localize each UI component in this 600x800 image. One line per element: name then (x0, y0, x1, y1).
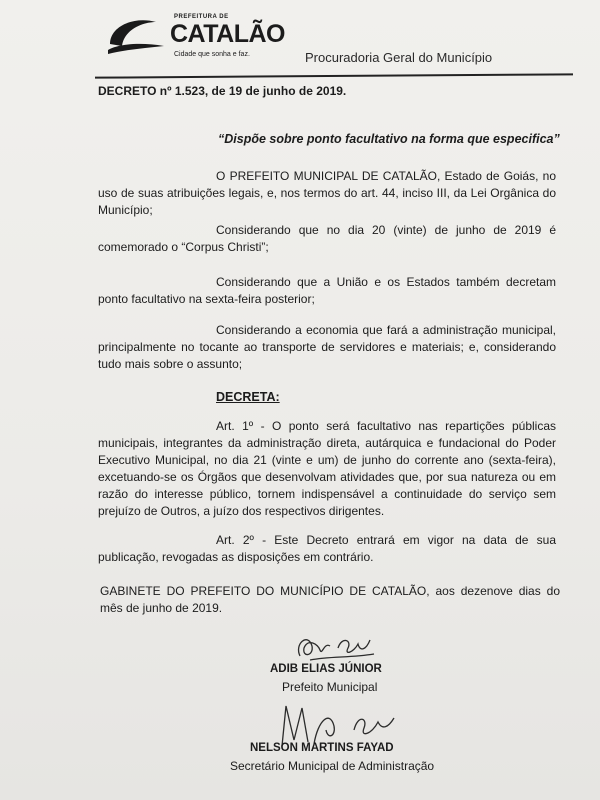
decreta-heading: DECRETA: (216, 390, 280, 404)
agency-name: Procuradoria Geral do Município (305, 50, 493, 65)
preamble-paragraph: O PREFEITO MUNICIPAL DE CATALÃO, Estado de Goiás, no uso de suas atribuições legais, e, nos termos do art. 44, inciso III, da Lei Orgânica do Município; (98, 169, 556, 217)
consider-paragraph-1: Considerando que no dia 20 (vinte) de junho de 2019 é comemorado o “Corpus Christi”; (98, 223, 556, 254)
mayor-role: Prefeito Municipal (282, 680, 378, 694)
article-1: Art. 1º - O ponto será facultativo nas repartições públicas municipais, integrantes da administração direta, autárquica e fundacional do Poder Executivo Municipal, no dia 21 (vinte e um) de junho do corrente ano (sexta-feira), excetuando-se os Órgãos que desenvolvam atividades que, por sua natureza ou em razão do interesse público, tornem indispensável a continuidade do serviço sem prejuízo de Outros, a juízo dos respectivos dirigentes. (98, 419, 556, 518)
logo-prefix: PREFEITURA DE (174, 14, 229, 20)
article-2: Art. 2º - Este Decreto entrará em vigor na data de sua publicação, revogadas as disposições em contrário. (98, 533, 556, 564)
decree-ementa: “Dispõe sobre ponto facultativo na forma que especifica” (218, 132, 560, 146)
consider-paragraph-2: Considerando que a União e os Estados também decretam ponto facultativo na sexta-feira posterior; (98, 275, 556, 306)
header-divider (95, 73, 573, 78)
decree-title: DECRETO nº 1.523, de 19 de junho de 2019. (98, 84, 347, 98)
logo-tagline: Cidade que sonha e faz. (174, 51, 250, 58)
logo-swoosh-icon (104, 14, 168, 58)
secretary-name: NELSON MARTINS FAYAD (250, 742, 394, 754)
logo-name: CATALÃO (170, 20, 285, 48)
secretary-role: Secretário Municipal de Administração (230, 759, 435, 773)
closing-paragraph: GABINETE DO PREFEITO DO MUNICÍPIO DE CATALÃO, aos dezenove dias do mês de junho de 2019. (100, 584, 560, 615)
mayor-name: ADIB ELIAS JÚNIOR (270, 663, 382, 675)
catalao-logo (104, 12, 294, 62)
mayor-signature (290, 626, 380, 666)
consider-paragraph-3: Considerando a economia que fará a administração municipal, principalmente no tocante ao transporte de servidores e materiais; e, considerando tudo mais sobre o assunto; (98, 323, 556, 371)
